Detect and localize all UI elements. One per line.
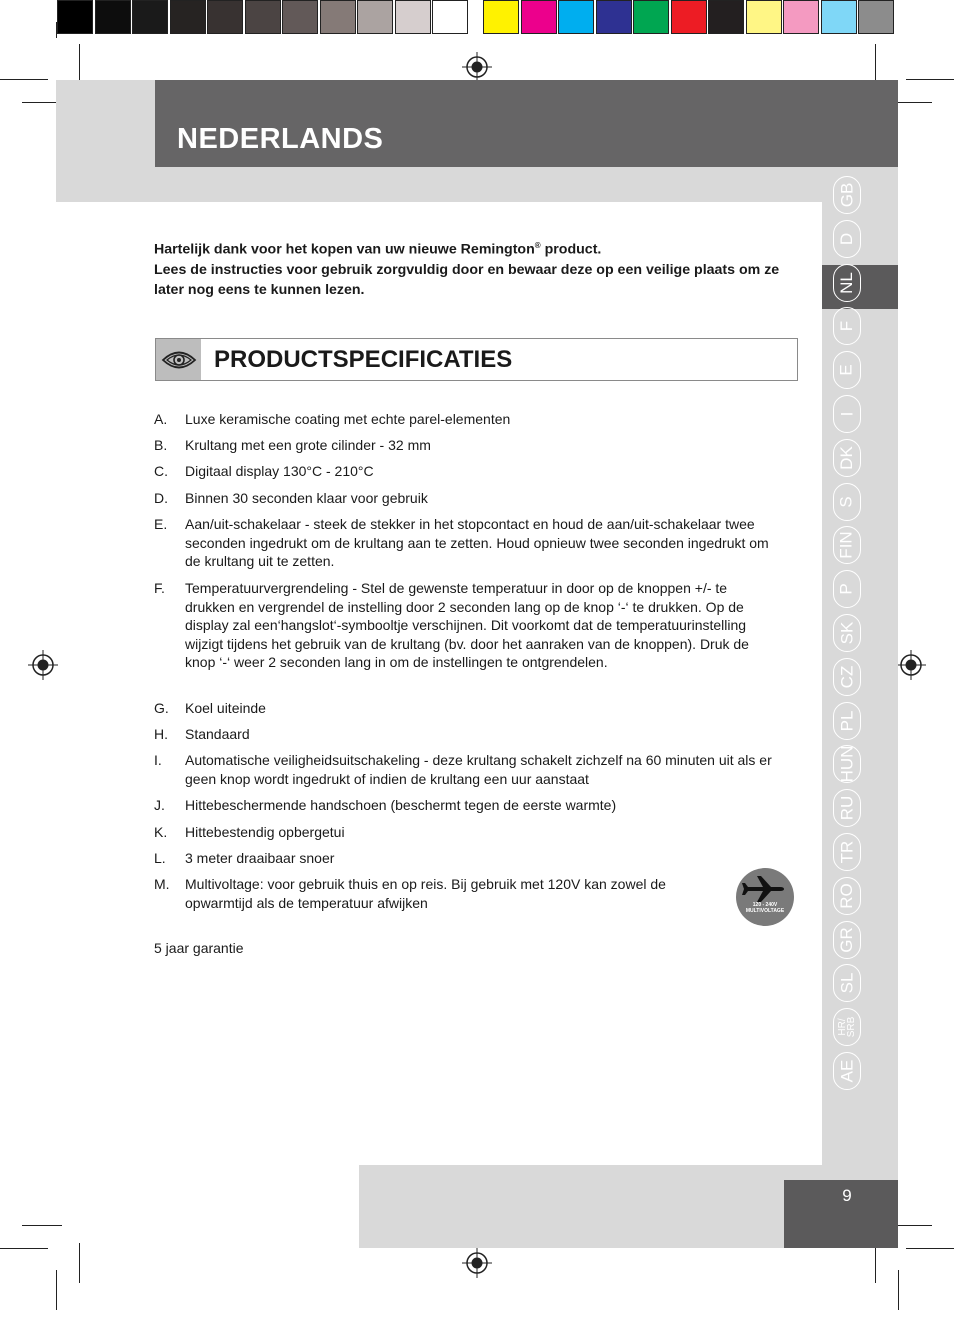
color-swatch [170,0,206,34]
crop-mark [56,1270,57,1310]
spec-letter: K. [154,824,168,840]
registration-mark-icon [462,1248,492,1278]
spec-text: Hittebeschermende handschoen (beschermt tegen de eerste warmte) [185,797,617,813]
color-swatch [320,0,356,34]
spec-letter: C. [154,463,168,479]
spec-text: Automatische veiligheidsuitschakeling - deze krultang schakelt zichzelf na 60 minuten uit als er geen knop wordt ingedrukt of indien de krultang een uur aanstaat [185,752,772,787]
language-tab-nl[interactable]: NL [833,264,861,302]
spec-item [154,410,784,429]
spec-text: Multivoltage: voor gebruik thuis en op reis. Bij gebruik met 120V kan zowel de opwarmtijd als de temperatuur afwijken [185,876,666,911]
language-tab-sk[interactable]: SK [833,614,861,652]
crop-mark [0,1248,48,1249]
language-tab-i[interactable]: I [833,395,861,433]
color-swatch [521,0,557,34]
color-swatch [132,0,168,34]
color-swatch [95,0,131,34]
crop-mark [906,1248,954,1249]
registration-mark-icon [896,650,926,680]
registration-mark-icon [462,52,492,82]
color-calibration-bar-right [483,0,896,38]
language-tab-tr[interactable]: TR [833,833,861,871]
spec-letter: L. [154,850,166,866]
color-swatch [633,0,669,34]
crop-mark [875,44,876,84]
intro-text [154,236,794,300]
spec-item [154,579,754,672]
airplane-icon [736,868,794,904]
spec-item [154,515,784,571]
spec-item [154,875,729,912]
spec-text: Digitaal display 130°C - 210°C [185,463,374,479]
language-tab-hun[interactable]: HUN [833,745,861,783]
crop-mark [875,1243,876,1283]
spec-text: 3 meter draaibaar snoer [185,850,335,866]
color-swatch [395,0,431,34]
spec-text: Luxe keramische coating met echte parel-elementen [185,411,511,427]
color-swatch [558,0,594,34]
spec-text: Temperatuurvergrendeling - Stel de gewenste temperatuur in door op de knoppen +/- te drukken en vergrendel de instelling door 2 seconden lang op de knop ‘-‘ te drukken. Op de display zal een‘hangslot‘-symbooltje verschijnen. Dit voorkomt dat de temperatuurinstelling wijzigt tijdens het gebruik van de krultang (bv. door het aanraken van de knoppen). Druk de knop ‘-‘ weer 2 seconden lang in om de instellingen te ontgrendelen. [185,580,749,670]
section-title: PRODUCTSPECIFICATIES [214,346,513,373]
color-swatch [783,0,819,34]
language-tab-pl[interactable]: PL [833,702,861,740]
color-swatch [245,0,281,34]
spec-item [154,436,784,455]
color-swatch [821,0,857,34]
section-icon-box [156,339,201,380]
intro-instructions: Lees de instructies voor gebruik zorgvuldig door en bewaar deze op een veilige plaats om ze later nog eens te kunnen lezen. [154,261,780,298]
language-tab-dk[interactable]: DK [833,439,861,477]
spec-letter: B. [154,437,168,453]
color-swatch [596,0,632,34]
spec-letter: D. [154,490,168,506]
language-tab-p[interactable]: P [833,570,861,608]
color-swatch [432,0,468,34]
spec-letter: A. [154,411,168,427]
language-tab-f[interactable]: F [833,307,861,345]
spec-item [154,796,784,815]
color-swatch [708,0,744,34]
crop-mark [892,1225,932,1226]
spec-text: Binnen 30 seconden klaar voor gebruik [185,490,428,506]
crop-mark [79,1243,80,1283]
color-swatch [357,0,393,34]
spec-letter: I. [154,752,162,768]
warranty-text: 5 jaar garantie [154,940,244,956]
spec-letter: E. [154,516,168,532]
language-tab-ro[interactable]: RO [833,877,861,915]
spec-text: Hittebestendig opbergetui [185,824,345,840]
language-tab-ae[interactable]: AE [833,1052,861,1090]
language-tab-hrsrb[interactable]: HR/ SRB [833,1008,861,1046]
header-bar [155,80,898,167]
color-swatch [207,0,243,34]
page-number: 9 [842,1186,852,1205]
spec-text: Standaard [185,726,250,742]
language-tab-fin[interactable]: FIN [833,526,861,564]
language-tab-cz[interactable]: CZ [833,658,861,696]
spec-item [154,849,784,868]
language-tab-sl[interactable]: SL [833,964,861,1002]
spec-text: Koel uiteinde [185,700,266,716]
spec-item [154,725,784,744]
spec-item [154,699,784,718]
eye-icon [161,349,197,371]
intro-thanks: Hartelijk dank voor het kopen van uw nieuwe Remington® product. [154,241,602,258]
spec-text: Aan/uit-schakelaar - steek de stekker in het stopcontact en houd de aan/uit-schakelaar twee seconden ingedrukt om de krultang aan te zetten. Houd opnieuw twee seconden ingedrukt om de krultang uit te zetten. [185,516,769,569]
spec-text: Krultang met een grote cilinder - 32 mm [185,437,431,453]
registration-mark-icon [28,650,58,680]
color-swatch [671,0,707,34]
color-swatch [282,0,318,34]
spec-item [154,462,784,481]
crop-mark [898,1270,899,1310]
crop-mark [892,102,932,103]
color-calibration-bar-left [57,0,470,38]
language-tab-d[interactable]: D [833,220,861,258]
spec-letter: J. [154,797,165,813]
color-swatch [746,0,782,34]
spec-letter: G. [154,700,169,716]
crop-mark [22,1225,62,1226]
crop-mark [79,44,80,84]
spec-letter: M. [154,876,170,892]
spec-letter: F. [154,580,165,596]
crop-mark [906,79,954,80]
spec-letter: H. [154,726,168,742]
language-tab-ru[interactable]: RU [833,789,861,827]
language-tab-gr[interactable]: GR [833,921,861,959]
crop-mark [0,79,48,80]
crop-mark [56,22,57,38]
spec-item [154,751,784,788]
color-swatch [57,0,93,34]
page-title: NEDERLANDS [177,123,384,155]
language-tab-s[interactable]: S [833,483,861,521]
section-heading [155,338,798,381]
color-swatch [858,0,894,34]
multivoltage-badge: 120 - 240V MULTIVOLTAGE [736,868,794,926]
language-tab-e[interactable]: E [833,351,861,389]
color-swatch [483,0,519,34]
spec-item [154,489,784,508]
language-tab-gb[interactable]: GB [833,176,861,214]
spec-item [154,823,784,842]
